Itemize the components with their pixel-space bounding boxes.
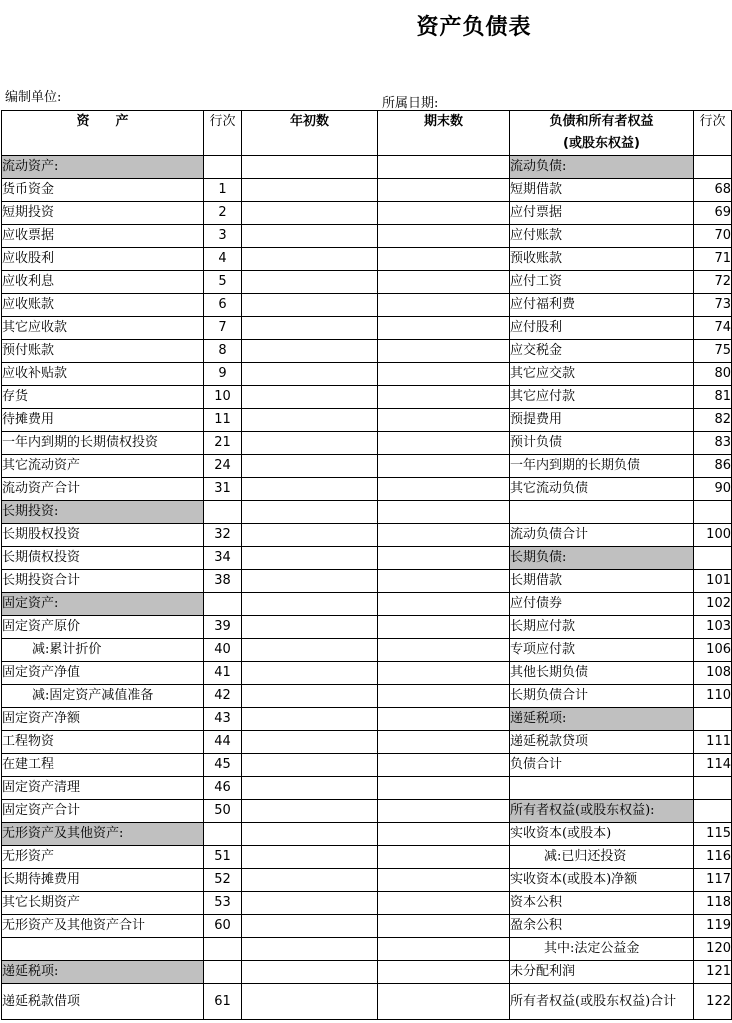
liability-line-no: 121 <box>694 961 732 984</box>
header-begin: 年初数 <box>242 111 378 156</box>
begin-value-cell[interactable] <box>242 938 378 961</box>
liability-line-no: 72 <box>694 271 732 294</box>
end-value-cell[interactable] <box>378 800 510 823</box>
begin-value-cell[interactable] <box>242 869 378 892</box>
liability-item-label: 其中:法定公益金 <box>510 938 694 961</box>
liability-line-no: 74 <box>694 317 732 340</box>
asset-item-label: 其它应收款 <box>2 317 204 340</box>
begin-value-cell[interactable] <box>242 547 378 570</box>
liability-item-label: 其它应交款 <box>510 363 694 386</box>
asset-line-no: 61 <box>204 984 242 1020</box>
table-row <box>2 984 732 1020</box>
table-row <box>2 892 732 915</box>
asset-item-label: 固定资产合计 <box>2 800 204 823</box>
end-value-cell[interactable] <box>378 478 510 501</box>
table-row <box>2 156 732 179</box>
liability-line-no: 90 <box>694 478 732 501</box>
asset-item-label: 货币资金 <box>2 179 204 202</box>
begin-value-cell[interactable] <box>242 800 378 823</box>
table-row <box>2 800 732 823</box>
end-value-cell[interactable] <box>378 524 510 547</box>
asset-line-no <box>204 961 242 984</box>
asset-item-label: 应收利息 <box>2 271 204 294</box>
asset-line-no: 7 <box>204 317 242 340</box>
end-value-cell[interactable] <box>378 363 510 386</box>
table-row <box>2 547 732 570</box>
asset-line-no: 8 <box>204 340 242 363</box>
end-value-cell[interactable] <box>378 409 510 432</box>
liability-item-label: 一年内到期的长期负债 <box>510 455 694 478</box>
end-value-cell[interactable] <box>378 915 510 938</box>
liability-item-label: 流动负债: <box>510 156 694 179</box>
unit-label: 编制单位: <box>5 90 62 105</box>
begin-value-cell[interactable] <box>242 478 378 501</box>
end-value-cell[interactable] <box>378 777 510 800</box>
end-value-cell[interactable] <box>378 593 510 616</box>
asset-line-no: 40 <box>204 639 242 662</box>
end-value-cell[interactable] <box>378 202 510 225</box>
header-line-no: 行次 <box>204 111 242 156</box>
asset-line-no: 53 <box>204 892 242 915</box>
liability-line-no: 83 <box>694 432 732 455</box>
table-row <box>2 179 732 202</box>
asset-line-no: 9 <box>204 363 242 386</box>
table-row <box>2 731 732 754</box>
table-row <box>2 754 732 777</box>
header-row <box>2 111 732 156</box>
table-row <box>2 869 732 892</box>
asset-line-no: 34 <box>204 547 242 570</box>
asset-item-label: 其它长期资产 <box>2 892 204 915</box>
liability-item-label: 负债合计 <box>510 754 694 777</box>
liability-item-label: 应付福利费 <box>510 294 694 317</box>
begin-value-cell[interactable] <box>242 156 378 179</box>
table-row <box>2 639 732 662</box>
liability-line-no <box>694 501 732 524</box>
liability-line-no: 110 <box>694 685 732 708</box>
table-row <box>2 478 732 501</box>
asset-line-no <box>204 156 242 179</box>
begin-value-cell[interactable] <box>242 524 378 547</box>
begin-value-cell[interactable] <box>242 432 378 455</box>
liability-line-no: 118 <box>694 892 732 915</box>
asset-line-no <box>204 501 242 524</box>
begin-value-cell[interactable] <box>242 639 378 662</box>
asset-item-label: 固定资产原价 <box>2 616 204 639</box>
liability-line-no: 100 <box>694 524 732 547</box>
liability-line-no: 69 <box>694 202 732 225</box>
table-row <box>2 202 732 225</box>
liability-item-label: 其它应付款 <box>510 386 694 409</box>
asset-item-label: 减:固定资产减值准备 <box>2 685 204 708</box>
liability-item-label: 减:已归还投资 <box>510 846 694 869</box>
begin-value-cell[interactable] <box>242 225 378 248</box>
end-value-cell[interactable] <box>378 892 510 915</box>
asset-item-label: 无形资产 <box>2 846 204 869</box>
asset-line-no <box>204 823 242 846</box>
liability-line-no: 71 <box>694 248 732 271</box>
liability-line-no: 108 <box>694 662 732 685</box>
end-value-cell[interactable] <box>378 938 510 961</box>
liability-line-no: 116 <box>694 846 732 869</box>
end-value-cell[interactable] <box>378 570 510 593</box>
liability-item-label: 预收账款 <box>510 248 694 271</box>
liability-item-label <box>510 501 694 524</box>
end-value-cell[interactable] <box>378 432 510 455</box>
asset-item-label: 固定资产: <box>2 593 204 616</box>
end-value-cell[interactable] <box>378 156 510 179</box>
liability-item-label: 资本公积 <box>510 892 694 915</box>
asset-line-no: 2 <box>204 202 242 225</box>
liability-item-label: 应交税金 <box>510 340 694 363</box>
asset-line-no: 43 <box>204 708 242 731</box>
end-value-cell[interactable] <box>378 317 510 340</box>
end-value-cell[interactable] <box>378 271 510 294</box>
end-value-cell[interactable] <box>378 340 510 363</box>
asset-item-label: 固定资产净额 <box>2 708 204 731</box>
end-value-cell[interactable] <box>378 616 510 639</box>
asset-line-no: 41 <box>204 662 242 685</box>
liability-item-label: 短期借款 <box>510 179 694 202</box>
table-row <box>2 340 732 363</box>
end-value-cell[interactable] <box>378 708 510 731</box>
begin-value-cell[interactable] <box>242 754 378 777</box>
asset-item-label: 应收补贴款 <box>2 363 204 386</box>
header-liabilities-line2: (或股东权益) <box>563 136 640 151</box>
begin-value-cell[interactable] <box>242 915 378 938</box>
liability-item-label: 其他长期负债 <box>510 662 694 685</box>
asset-line-no: 5 <box>204 271 242 294</box>
asset-item-label: 待摊费用 <box>2 409 204 432</box>
liability-line-no: 111 <box>694 731 732 754</box>
liability-line-no: 86 <box>694 455 732 478</box>
liability-line-no: 82 <box>694 409 732 432</box>
end-value-cell[interactable] <box>378 547 510 570</box>
liability-line-no: 117 <box>694 869 732 892</box>
asset-item-label <box>2 938 204 961</box>
liability-item-label: 长期负债合计 <box>510 685 694 708</box>
liability-line-no: 81 <box>694 386 732 409</box>
liability-item-label: 专项应付款 <box>510 639 694 662</box>
asset-item-label: 固定资产净值 <box>2 662 204 685</box>
liability-item-label: 递延税款贷项 <box>510 731 694 754</box>
asset-item-label: 递延税款借项 <box>2 984 204 1020</box>
table-row <box>2 248 732 271</box>
table-row <box>2 432 732 455</box>
end-value-cell[interactable] <box>378 501 510 524</box>
liability-line-no: 101 <box>694 570 732 593</box>
asset-line-no: 50 <box>204 800 242 823</box>
liability-line-no <box>694 800 732 823</box>
asset-item-label: 应收票据 <box>2 225 204 248</box>
date-label: 所属日期: <box>382 96 439 111</box>
liability-line-no: 68 <box>694 179 732 202</box>
begin-value-cell[interactable] <box>242 179 378 202</box>
asset-item-label: 长期待摊费用 <box>2 869 204 892</box>
begin-value-cell[interactable] <box>242 662 378 685</box>
end-value-cell[interactable] <box>378 846 510 869</box>
asset-item-label: 固定资产清理 <box>2 777 204 800</box>
end-value-cell[interactable] <box>378 731 510 754</box>
table-row <box>2 409 732 432</box>
liability-line-no: 119 <box>694 915 732 938</box>
table-row <box>2 501 732 524</box>
begin-value-cell[interactable] <box>242 248 378 271</box>
liability-item-label: 其它流动负债 <box>510 478 694 501</box>
liability-item-label: 递延税项: <box>510 708 694 731</box>
begin-value-cell[interactable] <box>242 731 378 754</box>
asset-line-no: 11 <box>204 409 242 432</box>
liability-line-no <box>694 777 732 800</box>
asset-item-label: 长期投资: <box>2 501 204 524</box>
end-value-cell[interactable] <box>378 823 510 846</box>
liability-item-label: 所有者权益(或股东权益)合计 <box>510 984 694 1020</box>
table-row <box>2 455 732 478</box>
table-row <box>2 271 732 294</box>
begin-value-cell[interactable] <box>242 294 378 317</box>
end-value-cell[interactable] <box>378 248 510 271</box>
liability-item-label: 预提费用 <box>510 409 694 432</box>
header-end: 期末数 <box>378 111 510 156</box>
table-row <box>2 961 732 984</box>
liability-line-no <box>694 708 732 731</box>
asset-item-label: 减:累计折价 <box>2 639 204 662</box>
end-value-cell[interactable] <box>378 294 510 317</box>
header-asset: 资 产 <box>2 111 204 156</box>
asset-item-label: 应收股利 <box>2 248 204 271</box>
asset-line-no: 3 <box>204 225 242 248</box>
asset-line-no: 44 <box>204 731 242 754</box>
asset-line-no: 32 <box>204 524 242 547</box>
asset-line-no: 38 <box>204 570 242 593</box>
balance-sheet-table <box>1 110 732 1020</box>
begin-value-cell[interactable] <box>242 777 378 800</box>
end-value-cell[interactable] <box>378 225 510 248</box>
begin-value-cell[interactable] <box>242 846 378 869</box>
asset-line-no <box>204 593 242 616</box>
liability-item-label: 流动负债合计 <box>510 524 694 547</box>
begin-value-cell[interactable] <box>242 708 378 731</box>
table-row <box>2 938 732 961</box>
asset-item-label: 长期投资合计 <box>2 570 204 593</box>
table-row <box>2 386 732 409</box>
begin-value-cell[interactable] <box>242 685 378 708</box>
begin-value-cell[interactable] <box>242 616 378 639</box>
liability-line-no: 102 <box>694 593 732 616</box>
liability-line-no: 80 <box>694 363 732 386</box>
table-row <box>2 685 732 708</box>
begin-value-cell[interactable] <box>242 340 378 363</box>
asset-item-label: 应收账款 <box>2 294 204 317</box>
liability-item-label: 实收资本(或股本)净额 <box>510 869 694 892</box>
table-row <box>2 662 732 685</box>
begin-value-cell[interactable] <box>242 363 378 386</box>
asset-item-label: 一年内到期的长期债权投资 <box>2 432 204 455</box>
asset-line-no: 60 <box>204 915 242 938</box>
asset-line-no: 4 <box>204 248 242 271</box>
liability-item-label: 长期应付款 <box>510 616 694 639</box>
asset-item-label: 存货 <box>2 386 204 409</box>
table-row <box>2 363 732 386</box>
page-title: 资产负债表 <box>416 14 532 40</box>
asset-item-label: 短期投资 <box>2 202 204 225</box>
asset-item-label: 长期股权投资 <box>2 524 204 547</box>
asset-line-no: 6 <box>204 294 242 317</box>
begin-value-cell[interactable] <box>242 202 378 225</box>
asset-line-no: 24 <box>204 455 242 478</box>
table-row <box>2 593 732 616</box>
asset-item-label: 长期债权投资 <box>2 547 204 570</box>
begin-value-cell[interactable] <box>242 823 378 846</box>
liability-line-no <box>694 156 732 179</box>
liability-line-no: 73 <box>694 294 732 317</box>
liability-line-no: 106 <box>694 639 732 662</box>
asset-item-label: 递延税项: <box>2 961 204 984</box>
end-value-cell[interactable] <box>378 455 510 478</box>
asset-item-label: 流动资产合计 <box>2 478 204 501</box>
liability-line-no: 115 <box>694 823 732 846</box>
table-row <box>2 915 732 938</box>
asset-item-label: 预付账款 <box>2 340 204 363</box>
table-row <box>2 570 732 593</box>
liability-item-label: 所有者权益(或股东权益): <box>510 800 694 823</box>
asset-line-no: 46 <box>204 777 242 800</box>
begin-value-cell[interactable] <box>242 386 378 409</box>
begin-value-cell[interactable] <box>242 501 378 524</box>
end-value-cell[interactable] <box>378 984 510 1020</box>
liability-item-label: 应付债券 <box>510 593 694 616</box>
table-row <box>2 317 732 340</box>
liability-item-label: 应付股利 <box>510 317 694 340</box>
table-row <box>2 294 732 317</box>
liability-item-label: 长期负债: <box>510 547 694 570</box>
header-liabilities <box>510 111 694 156</box>
asset-item-label: 在建工程 <box>2 754 204 777</box>
end-value-cell[interactable] <box>378 754 510 777</box>
liability-line-no: 120 <box>694 938 732 961</box>
asset-line-no: 1 <box>204 179 242 202</box>
begin-value-cell[interactable] <box>242 409 378 432</box>
begin-value-cell[interactable] <box>242 455 378 478</box>
liability-item-label: 长期借款 <box>510 570 694 593</box>
table-row <box>2 823 732 846</box>
asset-item-label: 无形资产及其他资产合计 <box>2 915 204 938</box>
begin-value-cell[interactable] <box>242 570 378 593</box>
table-row <box>2 708 732 731</box>
liability-item-label: 未分配利润 <box>510 961 694 984</box>
liability-item-label: 实收资本(或股本) <box>510 823 694 846</box>
liability-item-label: 应付票据 <box>510 202 694 225</box>
table-row <box>2 524 732 547</box>
asset-line-no: 39 <box>204 616 242 639</box>
begin-value-cell[interactable] <box>242 984 378 1020</box>
end-value-cell[interactable] <box>378 179 510 202</box>
liability-line-no: 103 <box>694 616 732 639</box>
liability-line-no <box>694 547 732 570</box>
liability-item-label <box>510 777 694 800</box>
asset-line-no: 45 <box>204 754 242 777</box>
begin-value-cell[interactable] <box>242 271 378 294</box>
liability-item-label: 预计负债 <box>510 432 694 455</box>
liability-line-no: 122 <box>694 984 732 1020</box>
end-value-cell[interactable] <box>378 961 510 984</box>
asset-line-no: 52 <box>204 869 242 892</box>
liability-item-label: 盈余公积 <box>510 915 694 938</box>
liability-line-no: 75 <box>694 340 732 363</box>
header-liabilities-line1: 负债和所有者权益 <box>549 114 654 129</box>
table-row <box>2 616 732 639</box>
begin-value-cell[interactable] <box>242 892 378 915</box>
asset-item-label: 工程物资 <box>2 731 204 754</box>
header-line-no-right: 行次 <box>694 111 732 156</box>
asset-line-no: 51 <box>204 846 242 869</box>
asset-item-label: 流动资产: <box>2 156 204 179</box>
end-value-cell[interactable] <box>378 685 510 708</box>
asset-line-no: 31 <box>204 478 242 501</box>
asset-line-no: 10 <box>204 386 242 409</box>
end-value-cell[interactable] <box>378 639 510 662</box>
begin-value-cell[interactable] <box>242 317 378 340</box>
table-row <box>2 846 732 869</box>
liability-line-no: 70 <box>694 225 732 248</box>
begin-value-cell[interactable] <box>242 593 378 616</box>
end-value-cell[interactable] <box>378 869 510 892</box>
asset-line-no <box>204 938 242 961</box>
asset-line-no: 21 <box>204 432 242 455</box>
asset-item-label: 其它流动资产 <box>2 455 204 478</box>
asset-line-no: 42 <box>204 685 242 708</box>
table-row <box>2 777 732 800</box>
liability-line-no: 114 <box>694 754 732 777</box>
end-value-cell[interactable] <box>378 386 510 409</box>
liability-item-label: 应付账款 <box>510 225 694 248</box>
liability-item-label: 应付工资 <box>510 271 694 294</box>
asset-item-label: 无形资产及其他资产: <box>2 823 204 846</box>
end-value-cell[interactable] <box>378 662 510 685</box>
begin-value-cell[interactable] <box>242 961 378 984</box>
table-row <box>2 225 732 248</box>
